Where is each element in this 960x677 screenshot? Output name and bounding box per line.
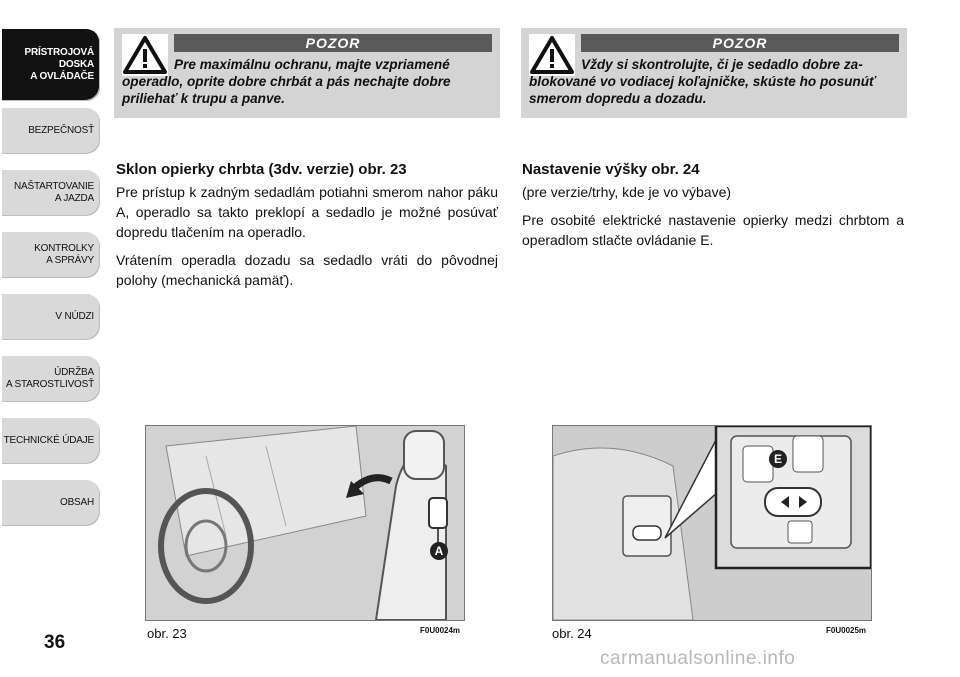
seat-height-illustration — [553, 426, 871, 620]
tab-nastartovanie[interactable] — [2, 170, 100, 216]
tab-label: PRÍSTROJOVÁ DOSKA A OVLÁDAČE — [24, 47, 94, 82]
seat-tilt-illustration — [146, 426, 464, 620]
tab-label: OBSAH — [59, 497, 94, 508]
right-column — [522, 160, 904, 258]
figure-23 — [145, 425, 465, 621]
tab-udrzba[interactable] — [2, 356, 100, 402]
tab-label: BEZPEČNOSŤ — [28, 125, 94, 136]
tab-pristrojova-doska[interactable] — [2, 29, 100, 101]
tab-label: NAŠTARTOVANIE A JAZDA — [13, 181, 94, 204]
watermark: carmanualsonline.info — [600, 648, 796, 669]
figure-code: F0U0024m — [420, 626, 461, 635]
figure-24 — [552, 425, 872, 621]
figure-caption: obr. 24 — [552, 626, 592, 641]
warning-box-right — [521, 28, 907, 118]
tab-technicke-udaje[interactable] — [2, 418, 100, 464]
tab-v-nudzi[interactable] — [2, 294, 100, 340]
tab-label: V NÚDZI — [55, 311, 94, 322]
section-heading: Nastavenie výšky obr. 24 — [522, 161, 700, 178]
tab-obsah[interactable] — [2, 480, 100, 526]
page-number: 36 — [44, 632, 66, 653]
paragraph: Pre osobité elektrické nastavenie opierky medzi chrbtom a operadlom stlačte ovládanie E. — [522, 212, 904, 248]
figure-code: F0U0025m — [826, 626, 867, 635]
warning-title: POZOR — [174, 34, 492, 52]
section-heading: Sklon opierky chrbta (3dv. verzie) obr. 23 — [116, 161, 407, 178]
callout-label: A — [430, 542, 448, 560]
warning-box-left — [114, 28, 500, 118]
warning-text: Pre maximálnu ochranu, majte vzpriamené operadlo, oprite dobre chrbát a pás nechajte dobre priliehať k trupu a panve. — [122, 57, 451, 106]
tab-label: ÚDRŽBA A STAROSTLIVOSŤ — [6, 367, 94, 390]
warning-text: Vždy si skontrolujte, či je sedadlo dobre zablokované vo vodiacej koľajničke, skúste ho posunúť smerom dopredu a dozadu. — [529, 57, 876, 106]
paragraph: Vrátením operadla dozadu sa sedadlo vráti do pôvodnej polohy (mechanická pamäť). — [116, 252, 498, 288]
paragraph: Pre prístup k zadným sedadlám potiahni smerom nahor páku A, operadlo sa takto preklopí a sedadlo je možné posúvať dopredu tlačením na operadlo. — [116, 184, 498, 240]
tab-label: KONTROLKY A SPRÁVY — [34, 243, 94, 266]
tab-label: TECHNICKÉ ÚDAJE — [3, 435, 94, 446]
left-column — [116, 160, 498, 298]
warning-title: POZOR — [581, 34, 899, 52]
section-subheading: (pre verzie/trhy, kde je vo výbave) — [522, 184, 732, 200]
callout-label: E — [769, 450, 787, 468]
tab-bezpecnost[interactable] — [2, 108, 100, 154]
tab-kontrolky[interactable] — [2, 232, 100, 278]
figure-caption: obr. 23 — [147, 626, 187, 641]
chapter-sidebar — [0, 0, 104, 640]
